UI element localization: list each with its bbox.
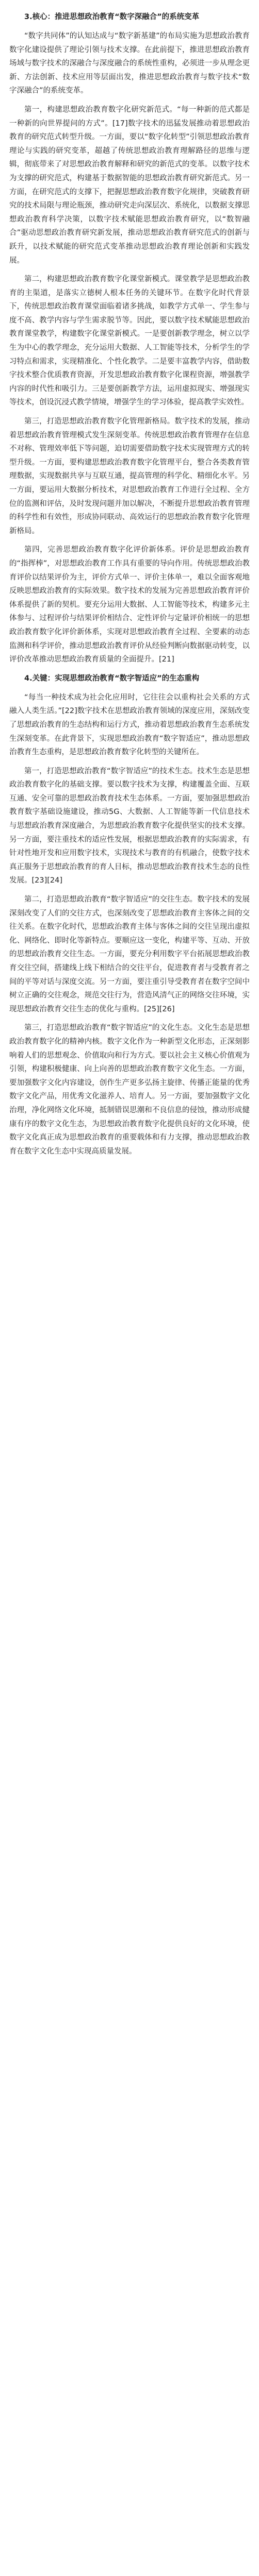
paragraph: 第四，完善思想政治教育数字化评价新体系。评价是思想政治教育的“指挥棒”，对思想政治教育工作具有重要的导向作用。传统思想政治教育评价以结果评价为主，评价方式单一、评价主体单一，难以全面客观地反映思想政治教育的实际效果。数字技术的发展为完善思想政治教育评价体系提供了新的契机。要充分运用大数据、人工智能等技术，构建多元主体参与、过程评价与结果评价相结合、定性评价与定量评价相统一的思想政治教育数字化评价新体系，实现对思想政治教育全过程、全要素的动态监测和科学评价，推动思想政治教育评价从经验判断向数据驱动转变，以评价改革推动思想政治教育质量的全面提升。[21] xyxy=(9,546,250,664)
paragraph: 第三，打造思想政治教育“数字智适应”的文化生态。文化生态是思想政治教育数字化的精神内核。数字文化作为一种新型文化形态，正深刻影响着人们的思想观念、价值取向和行为方式。要以社会主义核心价值观为引领，构建积极健康、向上向善的思想政治教育数字文化生态。一方面，要加强数字文化内容建设，创作生产更多弘扬主旋律、传播正能量的优秀数字文化产品，用优秀文化滋养人、培育人。另一方面，要加强数字文化治理，净化网络文化环境，抵制错误思潮和不良信息的侵蚀，推动形成健康有序的数字文化生态，为思想政治教育数字化提供良好的文化环境，使数字文化真正成为思想政治教育的重要载体和有力支撑，推动思想政治教育在数字文化生态中实现高质量发展。 xyxy=(9,1024,250,1156)
paragraph: 第二，打造思想政治教育“数字智适应”的交往生态。数字技术的发展深刻改变了人们的交往方式，也深刻改变了思想政治教育主客体之间的交往关系。在数字化时代，思想政治教育主体与客体之间的交往呈现出虚拟化、网络化、即时化等新特点。要顺应这一变化，构建平等、互动、开放的思想政治教育交往生态。一方面，要充分利用数字平台拓展思想政治教育交往空间，搭建线上线下相结合的交往平台，促进教育者与受教育者之间的平等对话与深度交流。另一方面，要注重引导受教育者在数字空间中树立正确的交往观念，规范交往行为，营造风清气正的网络交往环境，实现思想政治教育交往生态的优化与重构。[25][26] xyxy=(9,895,250,1013)
paragraph: “数字共同体”的认知达成与“数字新基建”的布局实施为思想政治教育数字化建设提供了理论引领与技术支撑。在此前提下，推进思想政治教育场域与数字技术的深融合与深度融合的系统性重构，必须进一步从理念更新、方法创新、技术应用等层面出发，推进思想政治教育与数字技术“数字深融合”的系统变革。 xyxy=(9,32,250,95)
section-heading: 3.核心：推进思想政治教育“数字深融合”的系统变革 xyxy=(24,13,200,21)
paragraph: 第三，打造思想政治教育数字化管理新格局。数字技术的发展，推动着思想政治教育管理模式发生深刻变革。传统思想政治教育管理存在信息不对称、管理效率低下等问题，迫切需要借助数字技术实现管理方式的转型升级。一方面，要构建思想政治教育数字化管理平台，整合各类教育管理数据，实现数据共享与互联互通，提高管理的科学化、精细化水平。另一方面，要运用大数据分析技术，对思想政治教育工作进行全过程、全方位的监测和评估，及时发现问题并加以解决，不断提升思想政治教育管理的科学性和有效性，形成协同联动、高效运行的思想政治教育数字化管理新格局。 xyxy=(9,417,250,535)
section-heading: 4.关键：实现思想政治教育“数字智适应”的生态重构 xyxy=(24,674,200,683)
paragraph: 第一，打造思想政治教育“数字智适应”的技术生态。技术生态是思想政治教育数字化的基础支撑。要以数字技术为支撑，构建覆盖全面、互联互通、安全可靠的思想政治教育技术生态体系。一方面，要加强思想政治教育数字基础设施建设，推动5G、大数据、人工智能等新一代信息技术与思想政治教育深度融合，为思想政治教育数字化提供坚实的技术支撑。另一方面，要注重技术的适应性发展，根据思想政治教育的实际需求，有针对性地开发和应用数字技术，实现技术与教育的有机融合，使数字技术真正服务于思想政治教育的育人目标，推动思想政治教育技术生态的良性发展。[23][24] xyxy=(9,767,250,885)
article-page xyxy=(0,0,259,1173)
paragraph: 第二，构建思想政治教育数字化课堂新模式。课堂教学是思想政治教育的主渠道，是落实立德树人根本任务的关键环节。在数字化时代背景下，传统思想政治教育课堂面临着诸多挑战，如教学方式单一、学生参与度不高、教学内容与学生需求脱节等。因此，要以数字技术赋能思想政治教育课堂教学，构建数字化课堂新模式。一是要创新教学理念，树立以学生为中心的教学理念，充分运用大数据、人工智能等技术，分析学生的学习特点和需求，实现精准化、个性化教学。二是要丰富教学内容，借助数字技术整合优质教育资源，开发思想政治教育数字化课程资源，增强教学内容的时代性和吸引力。三是要创新教学方法，运用虚拟现实、增强现实等技术，创设沉浸式教学情境，增强学生的学习体验，提高教学实效性。 xyxy=(9,275,250,407)
paragraph: “每当一种技术成为社会化应用时，它往往会以重构社会关系的方式融入人类生活。”[22]数字技术在思想政治教育领域的深度应用，深刻改变了思想政治教育的生态结构和运行方式，推动着思想政治教育生态系统发生深刻变革。在此背景下，实现思想政治教育“数字智适应”，推动思想政治教育生态重构，是思想政治教育数字化转型的关键所在。 xyxy=(9,693,250,757)
paragraph: 第一，构建思想政治教育数字化研究新范式。“每一种新的范式都是一种新的向世界提问的方式”。[17]数字技术的迅猛发展推动着思想政治教育的研究范式转型升级。一方面，要以“数字化转型”引领思想政治教育理论与实践的研究变革，超越了传统思想政治教育理解路径的思维与逻辑，彻底带来了对思想政治教育解释和研究的新范式的变革。以数字技术为支撑的研究范式，构建基于数据智能的思想政治教育研究新范式。另一方面，在研究范式的支撑下，把握思想政治教育数字化规律，突破教育研究的技术局限与理论瓶颈，推动研究走向深层次、系统化，以数据支撑思想政治教育科学决策，以数字技术赋能思想政治教育研究，以“数智融合”驱动思想政治教育研究新发展，推动思想政治教育研究范式的创新与跃升，以技术赋能的研究范式变革推动思想政治教育理论创新和实践发展。 xyxy=(9,105,250,265)
